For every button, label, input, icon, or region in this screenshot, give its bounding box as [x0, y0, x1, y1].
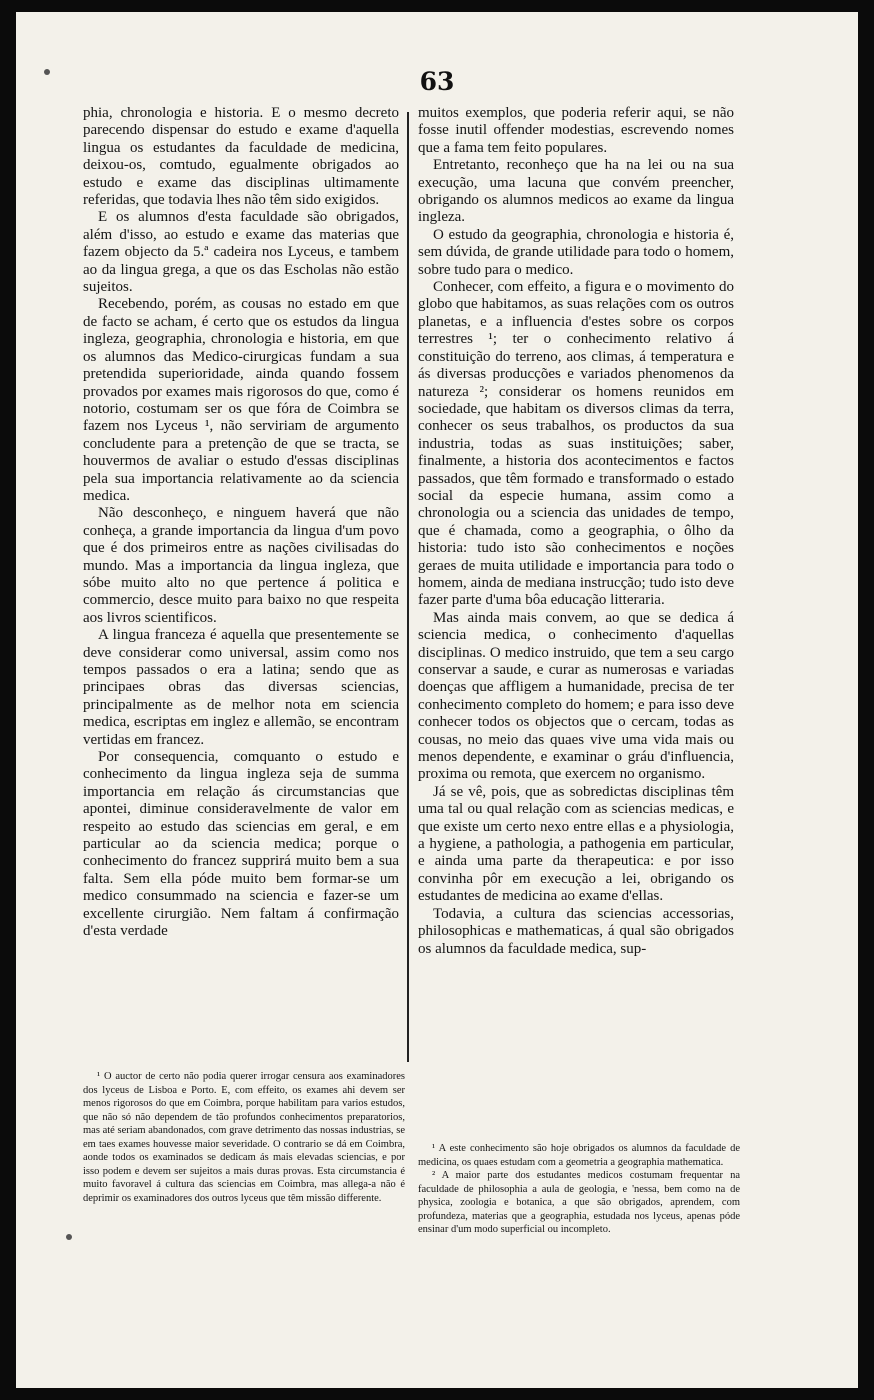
paragraph: Mas ainda mais convem, ao que se dedica á sciencia medica, o conhecimento d'aquellas disciplinas. O medico instruido, que tem a seu cargo conservar a saude, e curar as numerosas e variadas doenças que affligem a humanidade, precisa de ter conhecimento completo do homem; e para isso deve conhecer todos os objectos que o cercam, todas as cousas, no meio das quaes vive uma vida mais ou menos dependente, e examinar o gráu d'influencia, proxima ou remota, que exercem no organismo. — [418, 609, 734, 783]
paragraph: phia, chronologia e historia. E o mesmo decreto parecendo dispensar do estudo e exame d'aquella lingua os estudantes da faculdade de medicina, deixou-os, comtudo, egualmente obrigados ao estudo e exame das disciplinas ultimamente referidas, que todavia lhes não têm sido exigidos. — [83, 105, 399, 209]
footnote: ¹ O auctor de certo não podia querer irrogar censura aos examinadores dos lyceus de Lisboa e Porto. E, com effeito, os exames ahi devem ser menos rigorosos do que em Coimbra, porque habilitam para varios estudos, que não só não dependem de tão profundos conhecimentos preparatorios, mas até seriam abandonados, com grave detrimento das nossas industrias, se em taes exames houvesse maior severidade. O contrario se dá em Coimbra, aonde todos os examinados se dedicam ás mais elevadas sciencias, e por isso podem e devem ser sujeitos a mais duras provas. Esta circumstancia é muito favoravel á cultura das sciencias em Coimbra, mas allega-a não é deprimir os examinadores dos outros lyceus que têm missão differente. — [83, 1071, 405, 1204]
paragraph: Por consequencia, comquanto o estudo e conhecimento da lingua ingleza seja de summa importancia em relação ás circumstancias que apontei, diminue consideravelmente de valor em respeito ao estudo das sciencias em geral, e em particular ao da sciencia medica; porque o conhecimento do francez supprirá muito bem a sua falta. Sem ella póde muito bem formar-se um medico consummado na sciencia e fazer-se um excellente cirurgião. Nem faltam á confirmação d'esta verdade — [83, 749, 399, 940]
paragraph: Todavia, a cultura das sciencias accessorias, philosophicas e mathematicas, á qual são obrigados os alumnos da faculdade medica, sup- — [418, 905, 734, 957]
book-page — [16, 12, 858, 1388]
footnotes-left — [83, 1070, 405, 1205]
paragraph: O estudo da geographia, chronologia e historia é, sem dúvida, de grande utilidade para todo o homem, sobre tudo para o medico. — [418, 226, 734, 278]
footnote: ¹ A este conhecimento são hoje obrigados os alumnos da faculdade de medicina, os quaes estudam com a geometria a geographia mathematica. — [418, 1143, 740, 1168]
paragraph: E os alumnos d'esta faculdade são obrigados, além d'isso, ao estudo e exame das materias que fazem objecto da 5.ª cadeira nos Lyceus, e tambem ao da lingua grega, a que os das Escholas não estão sujeitos. — [83, 209, 399, 296]
paragraph: Recebendo, porém, as cousas no estado em que de facto se acham, é certo que os estudos da lingua ingleza, geographia, chronologia e historia, em que os alumnos das Medico-cirurgicas fundam a sua pretendida superioridade, ainda quando fossem provados por exames mais rigorosos do que, como é notorio, costumam ser os que fóra de Coimbra se fazem nos Lyceus ¹, não serviriam de argumento concludente para a pretenção de que se tracta, se houvermos de avaliar o estudo d'essas disciplinas pela sua importancia relativamente ao da sciencia medica. — [83, 296, 399, 504]
paragraph: Já se vê, pois, que as sobredictas disciplinas têm uma tal ou qual relação com as sciencias medicas, e que existe um certo nexo entre ellas e a physiologia, a hygiene, a pathologia, a pathogenia em particular, e ainda uma parte da therapeutica: e por isso convinha pôr em execução a lei, obrigando os estudantes de medicina ao exame d'ellas. — [418, 783, 734, 905]
print-speck — [66, 1234, 72, 1240]
paragraph: A lingua franceza é aquella que presentemente se deve considerar como universal, assim como nos tempos passados o era a latina; sendo que as principaes obras das diversas sciencias, principalmente as de melhor nota em sciencia medica, escriptas em inglez e allemão, se encontram vertidas em francez. — [83, 627, 399, 748]
paragraph: muitos exemplos, que poderia referir aqui, se não fosse inutil offender modestias, escrevendo nomes que a fama tem feito populares. — [418, 105, 734, 156]
left-column — [83, 105, 399, 941]
column-divider — [407, 112, 409, 1062]
paragraph: Conhecer, com effeito, a figura e o movimento do globo que habitamos, as suas relações com os outros planetas, e a influencia d'estes sobre os corpos terrestres ¹; ter o conhecimento relativo á constituição do terreno, aos climas, á temperatura e ás diversas producções e variados phenomenos da natureza ²; considerar os homens reunidos em sociedade, que habitam os diversos climas da terra, conhecer os seus trabalhos, os productos da sua industria, todas as suas instituições; saber, finalmente, a historia dos acontecimentos e factos passados, que têm formado e transformado o estado social da especie humana, assim como a chronologia ou a sciencia das unidades de tempo, que é chamada, como a geographia, o ôlho da historia: tudo isto são conhecimentos e noções geraes de muita utilidade e importancia para todo o homem, ainda de mediana instrucção; tudo isto deve fazer parte d'uma bôa educação litteraria. — [418, 279, 734, 609]
paragraph: Não desconheço, e ninguem haverá que não conheça, a grande importancia da lingua d'um povo que é dos primeiros entre as nações civilisadas do mundo. Mas a importancia da lingua ingleza, que sóbe muito alto no que pertence á politica e commercio, desce muito para baixo no que respeita aos livros scientificos. — [83, 505, 399, 626]
page-number: 63 — [419, 67, 455, 96]
right-column — [418, 105, 734, 958]
footnotes-right — [418, 1142, 740, 1237]
print-speck — [44, 69, 50, 75]
paragraph: Entretanto, reconheço que ha na lei ou na sua execução, uma lacuna que convém preencher, obrigando os alumnos medicos ao exame da lingua ingleza. — [418, 157, 734, 226]
footnote: ² A maior parte dos estudantes medicos costumam frequentar na faculdade de philosophia a aula de geologia, e 'nessa, bem como na de physica, zoologia e botanica, a que são obrigados, aprendem, com profundeza, materias que a geographia, estudada nos lyceus, apenas póde ensinar d'um modo superficial ou incompleto. — [418, 1170, 740, 1235]
